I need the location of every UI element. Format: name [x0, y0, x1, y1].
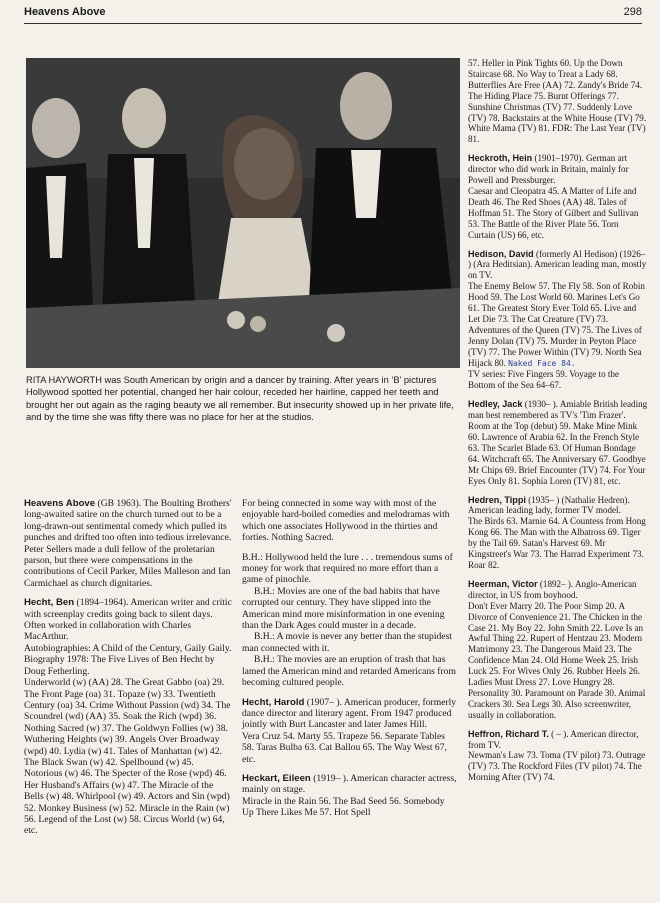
filmography: 57. Heller in Pink Tights 60. Up the Down Staircase 68. No Way to Treat a Lady 68. Butterflies Are Free (AA) 72. Zandy's Bride 74. The Hiding Place 75. Burnt Offerings 77. Sunshine Christmas (TV) 77. Suddenly Love (TV) 78. Backstairs at the White House (TV) 79. White Mama (TV) 81. FDR: The Last Year (TV) 81.	[468, 58, 647, 145]
filmography: Newman's Law 73. Toma (TV pilot) 73. Outrage (TV) 73. The Rockford Files (TV pilot) 74. The Morning After (TV) 74.	[468, 750, 646, 783]
quote: B.H.: The movies are an eruption of trash that has lamed the American mind and retarded Americans from becoming cultured people.	[242, 654, 456, 689]
entry-text: (GB 1963). The Boulting Brothers' long-awaited satire on the church turned out to be a long-drawn-out sentimental comedy which pulled its punches and drifted too often into tedious irrelevance. Peter Sellers made a dull fellow of the proletarian parson, but there were compensations in the contributions of Cecil Parker, Miles Malleson and Ian Carmichael as church dignitaries.	[24, 498, 232, 589]
entry-text: (1930– ). Amiable British leading man best remembered as TV's 'Tim Frazer'.	[468, 399, 648, 421]
entry-text: (1935– ) (Nathalie Hedren). American leading lady, former TV model.	[468, 494, 630, 516]
entry-text: (1892– ). Anglo-American director, in US from boyhood.	[468, 578, 637, 600]
entry-text: (1919– ). American character actress, mainly on stage.	[242, 772, 457, 796]
middle-column	[242, 498, 458, 827]
headword: Hedley, Jack	[468, 399, 523, 410]
biography-line: Biography 1978: The Five Lives of Ben Hecht by Doug Fetherling.	[24, 654, 215, 677]
headword: Hecht, Harold	[242, 696, 305, 708]
tv-series: TV series: Five Fingers 59. Voyage to the Bottom of the Sea 64–67.	[468, 369, 620, 391]
entry-hedley-jack	[468, 399, 648, 486]
running-head: Heavens Above	[24, 6, 106, 18]
headword: Hedison, David	[468, 248, 534, 259]
left-column	[24, 498, 232, 845]
quote: B.H.: Movies are one of the bad habits that have corrupted our century. They have slipped into the American mind more misinformation in one evening than the Dark Ages could muster in a decade.	[242, 585, 445, 632]
filmography: Caesar and Cleopatra 45. A Matter of Life and Death 46. The Red Shoes (AA) 48. Tales of Hoffman 51. The Story of Gilbert and Sullivan 53. The Battle of the River Plate 56. Torn Curtain (US) 66, etc.	[468, 185, 639, 240]
filmography: The Enemy Below 57. The Fly 58. Son of Robin Hood 59. The Lost World 60. Marines Let's Go 61. The Greatest Story Ever Told 65. Live and Let Die 73. The Cat Creature (TV) 73. Adventures of the Queen (TV) 75. The Lives of Jenny Dolan (TV) 75. Murder in Peyton Place (TV) 77. The Power Within (TV) 79. North Sea Hijack 80.	[468, 281, 645, 368]
handwritten-note: Naked Face 84.	[508, 358, 576, 368]
entry-hedison-david	[468, 249, 648, 392]
headword: Hedren, Tippi	[468, 494, 526, 505]
autobiographies-line: Autobiographies: A Child of the Century, Gaily Gaily.	[24, 642, 232, 654]
heckart-continuation	[468, 58, 648, 145]
appreciation-text: For being connected in some way with most of the enjoyable hard-boiled comedies and melodramas with which one associates Hollywood in the thirties and forties. Nothing Sacred.	[242, 498, 450, 544]
entry-heckroth-hein	[468, 153, 648, 240]
page-number: 298	[623, 6, 642, 18]
headword: Hecht, Ben	[24, 597, 75, 609]
hecht-appreciation	[242, 498, 458, 544]
entry-hecht-harold	[242, 697, 458, 765]
quote: B.H.: A movie is never any better than the stupidest man connected with it.	[242, 631, 452, 654]
headword: Heerman, Victor	[468, 578, 538, 589]
filmography: Underworld (w) (AA) 28. The Great Gabbo (oa) 29. The Front Page (oa) 31. Topaze (w) 33. Twentieth Century (oa) 34. Crime Without Passion (wd) 34. The Scoundrel (wd) (AA) 35. Soak the Rich (wpd) 36. Nothing Sacred (w) 37. The Goldwyn Follies (w) 38. Wuthering Heights (w) 39. Angels Over Broadway (wpd) 40. Lydia (w) 41. Tales of Manhattan (w) 42. The Black Swan (w) 42. Spellbound (w) 45. Notorious (w) 46. The Specter of the Rose (wpd) 46. Her Husband's Affairs (w) 47. The Miracle of the Bells (w) 48. Whirlpool (w) 49. Actors and Sin (wpd) 52. Monkey Business (w) 52. Miracle in the Rain (w) 56. Legend of the Lost (w) 58. Circus World (w) 64, etc.	[24, 677, 231, 837]
quote: B.H.: Hollywood held the lure . . . tremendous sums of money for work that required no more effort than a game of pinochle.	[242, 551, 453, 586]
filmography: The Birds 63. Marnie 64. A Countess from Hong Kong 66. The Man with the Albatross 69. Tiger by the Tail 69. Satan's Harvest 69. Mr Kingstreet's War 73. The Harrad Experiment 73. Roar 82.	[468, 516, 646, 570]
entry-text: (formerly Al Hedison) (1926– ) (Ara Heditsian). American leading man, mostly on TV.	[468, 248, 647, 281]
headword: Heavens Above	[24, 498, 96, 509]
entry-heavens-above	[24, 498, 232, 589]
right-column	[468, 58, 648, 791]
filmography: Room at the Top (debut) 59. Make Mine Mink 60. Lawrence of Arabia 62. In the French Style 63. The Scarlet Blade 63. Of Human Bondage 64. Witchcraft 65. The Anniversary 67. Goodbye Mr Chips 69. Brief Encounter (TV) 74. For Your Eyes Only 81. Sophia Loren (TV) 81, etc.	[468, 421, 646, 486]
filmography: Don't Ever Marry 20. The Poor Simp 20. A Divorce of Convenience 21. The Chicken in the Case 21. My Boy 22. John Smith 22. Love Is an Awful Thing 22. Rupert of Hentzau 23. Modern Matrimony 23. The Dangerous Maid 23. The Confidence Man 24. Old Home Week 25. Irish Luck 25. For Wives Only 26. Rubber Heels 26. Ladies Must Dress 27. Love Hungry 28. Personality 30. Paramount on Parade 30. Animal Crackers 30. Sea Legs 30. Also screenwriter, usually in collaboration.	[468, 600, 646, 720]
entry-hedren-tippi	[468, 495, 648, 571]
headword: Heckroth, Hein	[468, 153, 533, 164]
headword: Heckart, Eileen	[242, 772, 311, 784]
entry-text: (1894–1964). American writer and critic with screenplay credits going back to silent days. Often worked in collaboration with Charles MacArthur.	[24, 597, 232, 643]
filmography: Miracle in the Rain 56. The Bad Seed 56. Somebody Up There Likes Me 57. Hot Spell	[242, 795, 445, 819]
hecht-quotes	[242, 552, 458, 689]
entry-heerman-victor	[468, 579, 648, 721]
filmography: Vera Cruz 54. Marty 55. Trapeze 56. Separate Tables 58. Taras Bulba 63. Cat Ballou 65. The Way West 67, etc.	[242, 730, 447, 765]
film-still-photo	[26, 58, 460, 368]
entry-heffron-richard	[468, 729, 648, 784]
entry-heckart-eileen	[242, 773, 458, 819]
entry-text: ( – ). American director, from TV.	[468, 728, 639, 750]
entry-text: (1907– ). American producer, formerly dance director and literary agent. From 1947 produced jointly with Burt Lancaster and later James Hill.	[242, 696, 457, 731]
photo-caption: RITA HAYWORTH was South American by origin and a dancer by training. After years in ‘B’ pictures Hollywood spotted her potential, changed her hair colour, receded her hairline, capped her teeth and brought her out again as the raging beauty we all remember. But insecurity showed up in her private life, and by the time she was fifty there was no place for her at the studios.	[26, 375, 454, 423]
entry-hecht-ben	[24, 597, 232, 837]
entry-text: (1901–1970). German art director who did work in Britain, mainly for Powell and Pressburger.	[468, 153, 629, 186]
page-header	[24, 6, 642, 22]
headword: Heffron, Richard T.	[468, 728, 549, 739]
header-rule	[24, 23, 642, 24]
